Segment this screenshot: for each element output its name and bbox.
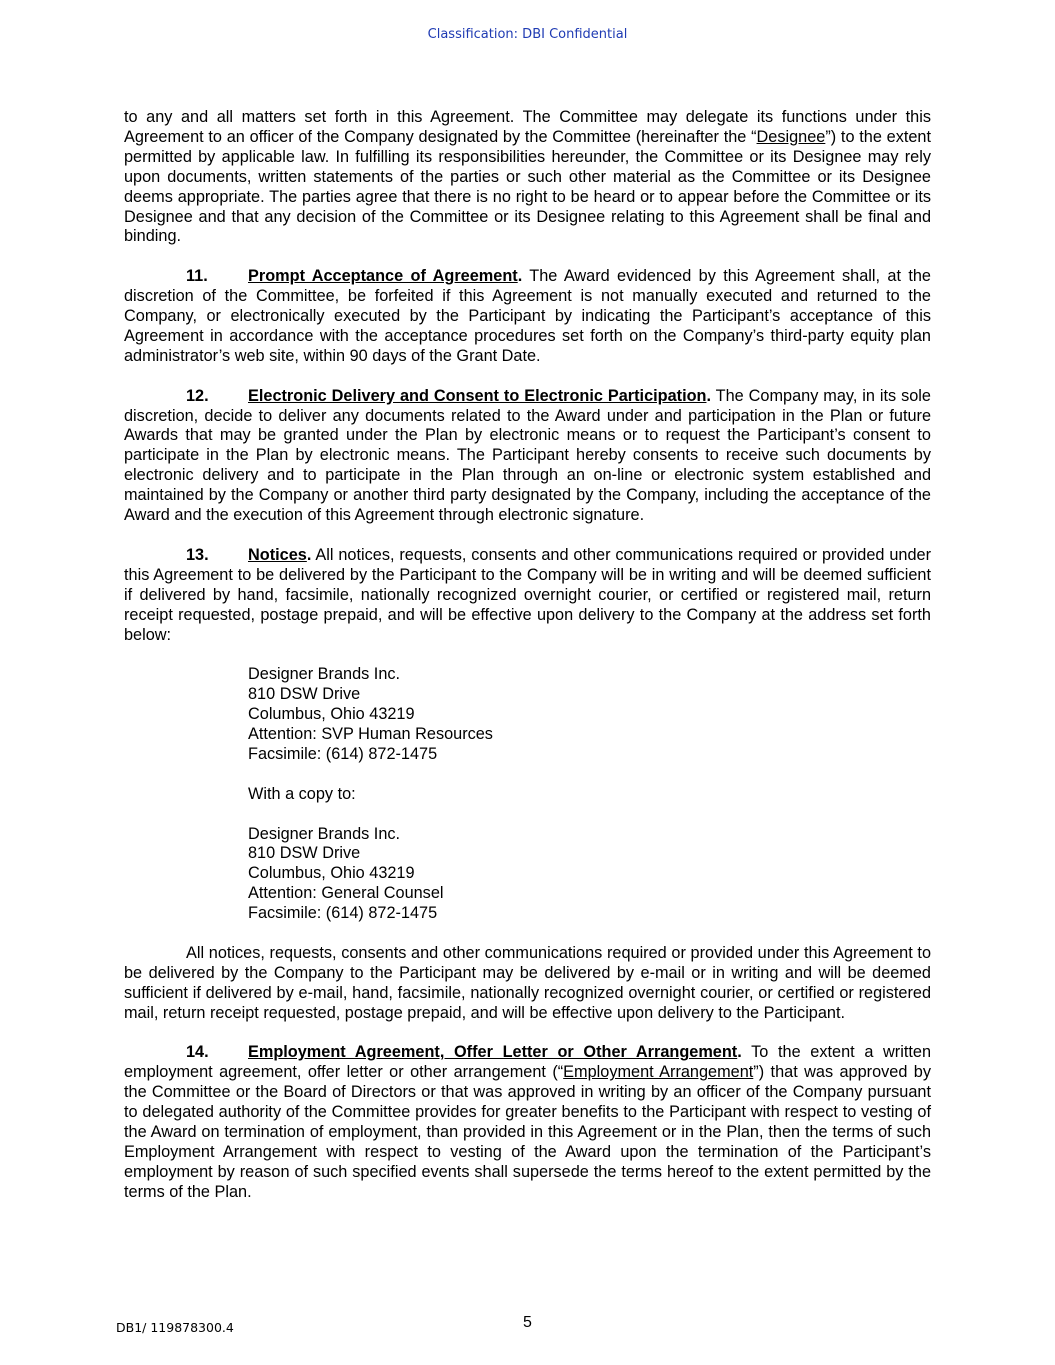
section-11-number: 11. [186,267,208,286]
address-line: Designer Brands Inc. [248,665,401,684]
employment-arrangement-term: Employment Arrangement [563,1063,754,1082]
designee-term: Designee [756,127,826,146]
address-line: Columbus, Ohio 43219 [248,864,415,883]
section-14 [124,1043,931,1202]
document-id: DB1/ 119878300.4 [116,1320,234,1335]
section-13-heading: Notices [248,545,307,564]
section-12-number: 12. [186,386,209,405]
section-12-text: The Company may, in its sole discretion, decide to deliver any documents related to the Award under and participation in the Plan or future Awards that may be granted under the Plan by electronic means or to request the Participant’s consent to participate in the Plan by electronic means. The Participant hereby consents to receive such documents by electronic delivery and to participate in the Plan through an on-line or electronic system established and maintained by the Company or another third party designated by the Company, including the acceptance of the Award and the execution of this Agreement through electronic signature. [124,386,931,525]
section-14-number: 14. [186,1043,209,1062]
section-13 [124,546,931,646]
section-14-heading: Employment Agreement, Offer Letter or Other Arrangement [248,1043,738,1062]
address-line: Attention: SVP Human Resources [248,725,493,744]
address-line: 810 DSW Drive [248,685,361,704]
section-13-number: 13. [186,545,209,564]
copy-to-label: With a copy to: [248,784,356,803]
section-11-text: The Award evidenced by this Agreement shall, at the discretion of the Committee, be forfeited if this Agreement is not manually executed and returned to the Company, or electronically executed by the Participant by indicating the Participant’s acceptance of this Agreement in accordance with the acceptance procedures set forth on the Company’s third-party equity plan administrator’s web site, within 90 days of the Grant Date. [124,267,931,365]
address-line: Designer Brands Inc. [248,824,401,843]
address-line: Facsimile: (614) 872-1475 [248,904,438,923]
section-14-text-end: ”) that was approved by the Committee or the Board of Directors or that was approved in writing by an officer of the Company pursuant to delegated authority of the Committee provides for greater benefits to the Participant with respect to vesting of the Award on termination of employment, than provided in this Agreement or in the Plan, then the terms of such Employment Arrangement with respect to vesting of the Award upon the termination of the Participant’s employment by reason of such specified events shall supersede the terms hereof to the extent permitted by the terms of the Plan. [124,1063,931,1201]
document-body [124,108,931,1223]
section-12-heading: Electronic Delivery and Consent to Electronic Participation [248,386,707,405]
section-11-heading: Prompt Acceptance of Agreement [248,267,518,286]
classification-label: Classification: DBI Confidential [427,27,628,42]
address-line: Facsimile: (614) 872-1475 [248,744,438,763]
page-number: 5 [523,1314,532,1331]
section-12-period: . [706,386,712,405]
notices-followup-paragraph: All notices, requests, consents and other communications required or provided under this Agreement to be delivered by the Company to the Participant may be delivered by e-mail or in writing and will be deemed sufficient if delivered by e-mail, hand, facsimile, nationally recognized overnight courier, or certified or registered mail, return receipt requested, postage prepaid, and will be effective upon delivery to the Participant. [124,943,931,1022]
address-line: 810 DSW Drive [248,844,361,863]
section-13-period: . [306,545,312,564]
address-line: Columbus, Ohio 43219 [248,705,415,724]
section-11 [124,267,931,367]
primary-address-block [248,665,931,765]
section-14-text-start: To the extent a written employment agreement, offer letter or other arrangement (“ [124,1043,931,1082]
section-11-period: . [517,267,523,286]
section-14-period: . [737,1043,742,1062]
section-12 [124,387,931,526]
address-line: Attention: General Counsel [248,884,444,903]
section-13-text: All notices, requests, consents and other communications required or provided under this Agreement to be delivered by the Participant to the Company will be in writing and will be deemed sufficient if delivered by hand, facsimile, nationally recognized overnight courier, or certified or registered mail, return receipt requested, postage prepaid, and will be effective upon delivery to the Company at the address set forth below: [124,545,931,644]
copy-address-block [248,825,931,925]
intro-text-start: to any and all matters set forth in this Agreement. The Committee may delegate its functions under this Agreement to an officer of the Company designated by the Committee (hereinafter the “ [124,108,931,146]
intro-text-end: ”) to the extent permitted by applicable law. In fulfilling its responsibilities hereunder, the Committee or its Designee may rely upon documents, written statements of the parties or such other material as the Committee or its Designee deems appropriate. The parties agree that there is no right to be heard or to appear before the Committee or its Designee and that any decision of the Committee or its Designee relating to this Agreement shall be final and binding. [124,127,932,246]
intro-paragraph [124,108,931,247]
